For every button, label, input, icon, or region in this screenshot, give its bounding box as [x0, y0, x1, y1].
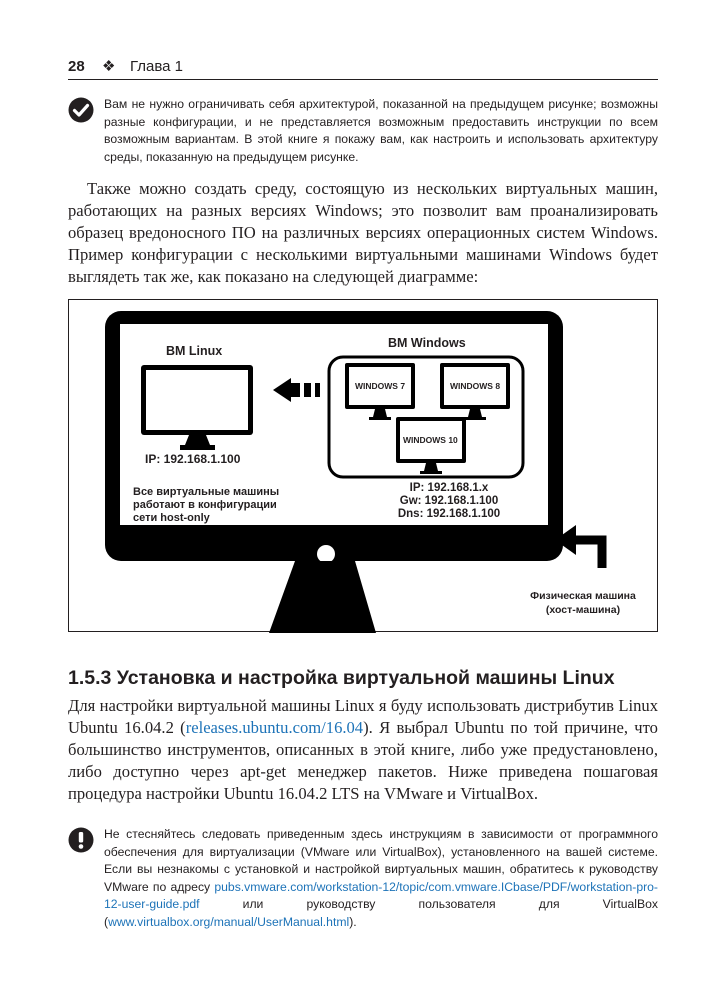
windows-vm-title: ВМ Windows [388, 336, 466, 350]
win7-label: WINDOWS 7 [355, 381, 406, 391]
page-number: 28 [68, 58, 85, 75]
running-header [68, 58, 658, 80]
chapter-title: Глава 1 [130, 58, 184, 75]
ubuntu-releases-link[interactable]: releases.ubuntu.com/16.04 [185, 718, 364, 737]
header-rule [68, 79, 658, 80]
diagram-graphics [69, 300, 659, 633]
network-diagram [68, 299, 658, 632]
tip-text: Вам не нужно ограничивать себя архитектурой, показанной на предыдущем рисунке; возможны разные конфигурации, и не представляется возможным предоставить инструкции по всем возможным вариантам. В этой книге я покажу вам, как настроить и использовать архитектуру среды, показанную на предыдущем рисунке. [104, 97, 658, 164]
virtualbox-manual-link[interactable]: www.virtualbox.org/manual/UserManual.html [108, 914, 350, 929]
section-heading: 1.5.3 Установка и настройка виртуальной машины Linux [68, 667, 615, 689]
host-only-note: Все виртуальные машины работают в конфигурации сети host-only [133, 486, 280, 524]
exclamation-circle-icon [68, 827, 94, 853]
tip-note [68, 96, 658, 168]
windows-network-config: IP: 192.168.1.x Gw: 192.168.1.100 Dns: 192.168.1.100 [397, 482, 501, 520]
linux-vm-title: ВМ Linux [166, 344, 223, 358]
check-circle-icon [68, 97, 94, 123]
host-monitor-stand [269, 561, 376, 633]
linux-vm-ip: IP: 192.168.1.100 [145, 452, 241, 466]
host-power-button [317, 545, 335, 563]
win10-label: WINDOWS 10 [403, 435, 458, 445]
body-paragraph-1: Также можно создать среду, состоящую из нескольких виртуальных машин, работающих на разных версиях Windows; это позволит вам проанализировать образец вредоносного ПО на различных версиях операционных систем Windows. Пример конфигурации с несколькими виртуальными машинами Windows будет выглядеть так же, как показано на следующей диаграмме: [68, 179, 658, 286]
body-paragraph-2: Для настройки виртуальной машины Linux я буду использовать дистрибутив Linux Ubuntu 16.04.2 (releases.ubuntu.com/16.04). Я выбрал Ubuntu по той причине, что большинство инструментов, описанных в этой книге, либо уже предустановлено, либо доступно через apt-get менеджер пакетов. Ниже приведена пошаговая процедура настройки Ubuntu 16.04.2 LTS на VMware и VirtualBox. [68, 696, 658, 803]
bent-arrow-line [575, 540, 602, 568]
separator-ornament-icon: ❖ [102, 58, 116, 75]
win8-label: WINDOWS 8 [450, 381, 501, 391]
warning-note: Не стесняйтесь следовать приведенным здесь инструкциям в зависимости от программного обеспечения для виртуализации (VMware или VirtualBox), установленного на вашей системе. Если вы незнакомы с установкой и настройкой виртуальных машин, обратитесь к руководству VMware по адресу pubs.vmware.com/workstation-12/topic/com.vmware.ICbase/PDF/workstation-pro-12-user-guide.pdf или руководству пользователя для VirtualBox (www.virtualbox.org/manual/UserManual.html). [68, 826, 658, 934]
vmware-guide-link[interactable]: pubs.vmware.com/workstation-12/topic/com.vmware.ICbase/PDF/workstation-pro-12-user-guide.pdf [104, 879, 658, 911]
host-machine-label: Физическая машина (хост-машина) [530, 590, 636, 616]
